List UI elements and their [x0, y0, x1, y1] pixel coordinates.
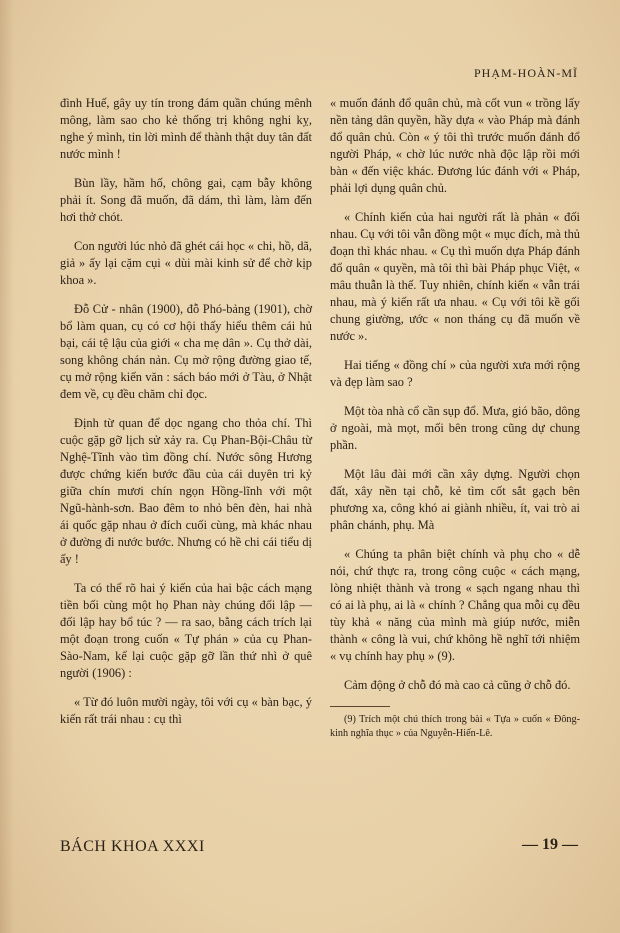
- quote-paragraph: « muốn đánh đổ quân chủ, mà cốt vun « trồng lấy nền tảng dân quyền, hầy dựa « vào Pháp mà đánh đổ quân chủ. Còn « ý tôi thì trước muốn đánh đổ người Pháp, « chờ lúc nước nhà độc lập rồi mới bàn « đến việc khác. Đương lúc đánh với « Pháp, phải lợi dụng quân chủ.: [330, 96, 580, 195]
- quote-paragraph: « Từ đó luôn mười ngày, tôi với cụ « bàn bạc, ý kiến rất trái nhau : cụ thì: [60, 695, 312, 726]
- paragraph: Một tòa nhà cổ cần sụp đổ. Mưa, gió bão, dông ở ngoài, mà mọt, mối bên trong cũng dự chung phần.: [330, 404, 580, 452]
- quote-paragraph: « Chính kiến của hai người rất là phản « đối nhau. Cụ với tôi vẫn đồng một « mục đích, mà thủ đoạn thì khác nhau. « Cụ thì muốn dựa Pháp đánh đổ quân « quyền, mà tôi thì bài Pháp phục Việt, « mâu thuẫn là thế. Tuy nhiên, chính kiến « vẫn trái nhau, mà ý kiến rất ưa nhau. « Cụ với tôi kề gối chung giường, ước « non tháng cụ đã muốn về nước ».: [330, 210, 580, 343]
- left-column: [60, 95, 312, 740]
- page-edge-shadow: [0, 0, 14, 933]
- footnote: (9) Trích một chú thích trong bài « Tựa » cuốn « Đông-kinh nghĩa thục » của Nguyễn-Hiến-Lê.: [330, 714, 580, 739]
- paragraph: Cảm động ở chỗ đó mà cao cả cũng ở chỗ đó.: [344, 678, 571, 692]
- paragraph: Hai tiếng « đồng chí » của người xưa mới rộng và đẹp làm sao ?: [330, 358, 580, 389]
- paragraph: Bùn lầy, hầm hố, chông gai, cạm bẫy không phải ít. Song đã muốn, đã dám, thì làm, làm đến hơi thở chót.: [60, 176, 312, 224]
- paragraph: Đỗ Cử - nhân (1900), đỗ Phó-bảng (1901), chờ bổ làm quan, cụ có cơ hội thấy hiểu thêm cái hủ bại, cái tệ lậu của giới « cha mẹ dân ». Cụ thở dài, song không chán nản. Cụ mở rộng đường giao tế, cụ mở rộng kiến văn : sách báo mới ở Tàu, ở Nhật đem về, cụ đều chăm chỉ đọc.: [60, 302, 312, 401]
- running-head: PHẠM-HOÀN-MĨ: [474, 66, 578, 80]
- paragraph: đình Huế, gây uy tín trong đám quần chúng mênh mông, làm sao cho kẻ thống trị không nghi kỵ, nghe ý mình, tin lời mình để thành thật duy tân đất nước mình !: [60, 96, 312, 161]
- footnote-divider: [330, 706, 390, 707]
- right-column: [330, 95, 580, 741]
- paragraph: Một lâu đài mới cần xây dựng. Người chọn đất, xây nền tại chỗ, kẻ tìm cốt sắt gạch bên phương xa, công khó ai giành nhiều, ít, vai trò ai phân chánh, phụ. Mà: [330, 467, 580, 532]
- quote-paragraph: « Chúng ta phân biệt chính và phụ cho « dễ nói, chứ thực ra, trong công cuộc « cách mạng, lòng nhiệt thành và trong « sạch ngang nhau thì có ai là phụ, ai là « chính ? Chẳng qua mỗi cụ đều tùy khả « năng của mình mà giúp nước, miễn thành « công là vui, chứ không hề nghĩ tới nhiệm « vụ chính hay phụ » (9).: [330, 547, 580, 663]
- publication-title: BÁCH KHOA XXXI: [60, 838, 205, 855]
- paragraph: Định từ quan để dọc ngang cho thỏa chí. Thì cuộc gặp gỡ lịch sử xảy ra. Cụ Phan-Bội-Châu từ Nghệ-Tĩnh vào tìm đồng chí. Nước sông Hương được chứng kiến bước đầu của cái duyên tri kỷ giữa chín mươi chín ngọn Hồng-lĩnh với một Ngũ-hành-sơn. Bao đêm to nhỏ bên đèn, hai nhà ái quốc gặp nhau ở đích cuối cùng, mà khác nhau ở đường đi nước bước. Nhưng có hề chi cái tiểu dị ấy !: [60, 416, 312, 566]
- page-number: — 19 —: [522, 836, 578, 853]
- paragraph: Con người lúc nhỏ đã ghét cái học « chi, hồ, dã, giả » ấy lại cặm cụi « dùi mài kinh sử để chờ kịp khoa ».: [60, 239, 312, 287]
- paragraph: Ta có thể rõ hai ý kiến của hai bậc cách mạng tiền bối cùng một họ Phan này chúng đối lập — đối lập hay bổ túc ? — ra sao, bằng cách trích lại một đoạn trong cuốn « Tự phán » của cụ Phan-Sào-Nam, kể lại cuộc gặp gỡ lần thứ nhì ở quê người (1906) :: [60, 581, 312, 680]
